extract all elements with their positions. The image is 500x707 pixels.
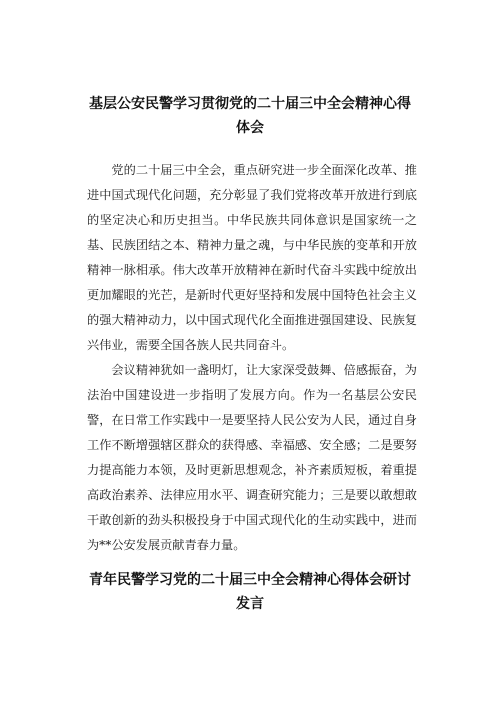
next-document-title-line-2: 发言 — [236, 596, 264, 612]
next-document-title-line-1: 青年民警学习党的二十届三中全会精神心得体会研讨 — [89, 572, 411, 588]
document-body — [87, 158, 417, 558]
document-title-line-1: 基层公安民警学习贯彻党的二十届三中全会精神心得 — [89, 96, 411, 112]
document-title-line-2: 体会 — [236, 120, 264, 136]
document-title — [60, 92, 440, 140]
body-paragraph-2: 会议精神犹如一盏明灯，让大家深受鼓舞、倍感振奋，为法治中国建设进一步指明了发展方向。作为一名基层公安民警，在日常工作实践中一是要坚持人民公安为人民，通过自身工作不断增强辖区群众的获得感、幸福感、安全感；二是要努力提高能力本领，及时更新思想观念，补齐素质短板，着重提高政治素养、法律应用水平、调查研究能力；三是要以敢想敢干敢创新的劲头积极投身于中国式现代化的生动实践中，进而为**公安发展贡献青春力量。 — [87, 363, 417, 552]
next-document-title — [60, 568, 440, 616]
body-paragraph-1: 党的二十届三中全会，重点研究进一步全面深化改革、推进中国式现代化问题，充分彰显了我们党将改革开放进行到底的坚定决心和历史担当。中华民族共同体意识是国家统一之基、民族团结之本、精神力量之魂，与中华民族的变革和开放精神一脉相承。伟大改革开放精神在新时代奋斗实践中绽放出更加耀眼的光芒，是新时代更好坚持和发展中国特色社会主义的强大精神动力，以中国式现代化全面推进强国建设、民族复兴伟业，需要全国各族人民共同奋斗。 — [87, 163, 417, 352]
